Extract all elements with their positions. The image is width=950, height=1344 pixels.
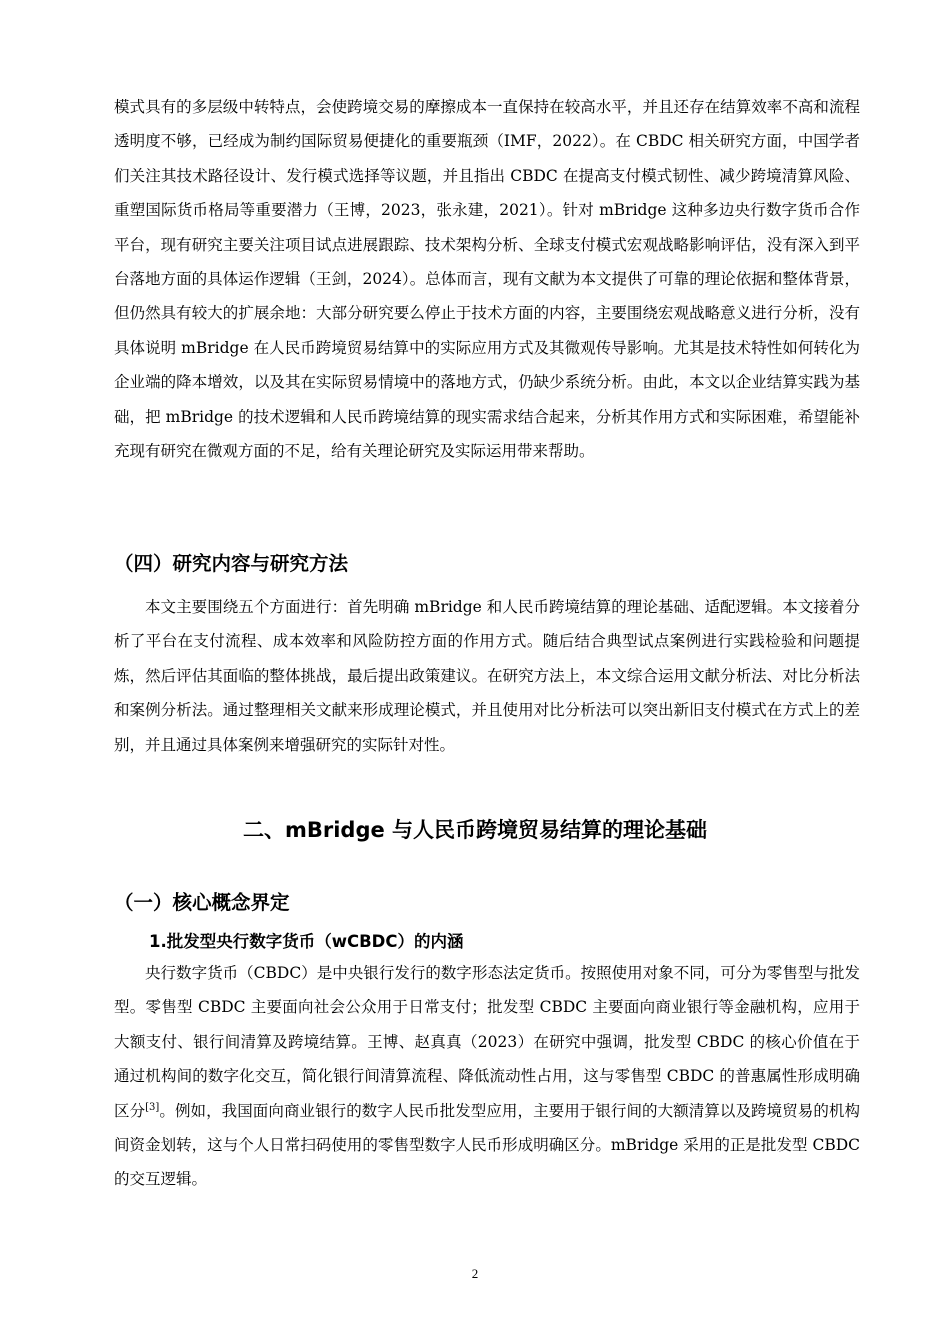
section-heading-core-concepts: （一）核心概念界定: [114, 891, 290, 914]
paragraph-text-part-1: 央行数字货币（CBDC）是中央银行发行的数字形态法定货币。按照使用对象不同，可分为零售型与批发型。零售型 CBDC 主要面向社会公众用于日常支付；批发型 CBDC 主要面向商业银行等金融机构，应用于大额支付、银行间清算及跨境结算。王博、赵真真（2023）在研究中强调，批发型 CBDC 的核心价值在于通过机构间的数字化交互，简化银行间清算流程、降低流动性占用，这与零售型 CBDC 的普惠属性形成明确区分: [114, 964, 860, 1120]
subsection-heading-wcbdc: 1.批发型央行数字货币（wCBDC）的内涵: [149, 932, 464, 951]
page-number: 2: [471, 1266, 479, 1281]
chapter-heading-theory: 二、mBridge 与人民币跨境贸易结算的理论基础: [242, 818, 708, 842]
paragraph-literature-review: 模式具有的多层级中转特点，会使跨境交易的摩擦成本一直保持在较高水平，并且还存在结算效率不高和流程透明度不够，已经成为制约国际贸易便捷化的重要瓶颈（IMF，2022）。在 CBDC 相关研究方面，中国学者们关注其技术路径设计、发行模式选择等议题，并且指出 CBDC 在提高支付模式韧性、减少跨境清算风险、重塑国际货币格局等重要潜力（王博，2023，张永建，2021）。针对 mBridge 这种多边央行数字货币合作平台，现有研究主要关注项目试点进展跟踪、技术架构分析、全球支付模式宏观战略影响评估，没有深入到平台落地方面的具体运作逻辑（王剑，2024）。总体而言，现有文献为本文提供了可靠的理论依据和整体背景，但仍然具有较大的扩展余地：大部分研究要么停止于技术方面的内容，主要围绕宏观战略意义进行分析，没有具体说明 mBridge 在人民币跨境贸易结算中的实际应用方式及其微观传导影响。尤其是技术特性如何转化为企业端的降本增效，以及其在实际贸易情境中的落地方式，仍缺少系统分析。由此，本文以企业结算实践为基础，把 mBridge 的技术逻辑和人民币跨境结算的现实需求结合起来，分析其作用方式和实际困难，希望能补充现有研究在微观方面的不足，给有关理论研究及实际运用带来帮助。: [114, 98, 860, 461]
section-heading-research-content: （四）研究内容与研究方法: [114, 552, 349, 575]
paragraph-text-part-2: 。例如，我国面向商业银行的数字人民币批发型应用，主要用于银行间的大额清算以及跨境贸易的机构间资金划转，这与个人日常扫码使用的零售型数字人民币形成明确区分。mBridge 采用的正是批发型 CBDC 的交互逻辑。: [114, 1101, 860, 1189]
paragraph-wcbdc-definition: [114, 956, 860, 1197]
citation-reference: [3]: [145, 1101, 160, 1113]
paragraph-research-content: 本文主要围绕五个方面进行：首先明确 mBridge 和人民币跨境结算的理论基础、适配逻辑。本文接着分析了平台在支付流程、成本效率和风险防控方面的作用方式。随后结合典型试点案例进行实践检验和问题提炼，然后评估其面临的整体挑战，最后提出政策建议。在研究方法上，本文综合运用文献分析法、对比分析法和案例分析法。通过整理相关文献来形成理论模式，并且使用对比分析法可以突出新旧支付模式在方式上的差别，并且通过具体案例来增强研究的实际针对性。: [114, 598, 860, 754]
